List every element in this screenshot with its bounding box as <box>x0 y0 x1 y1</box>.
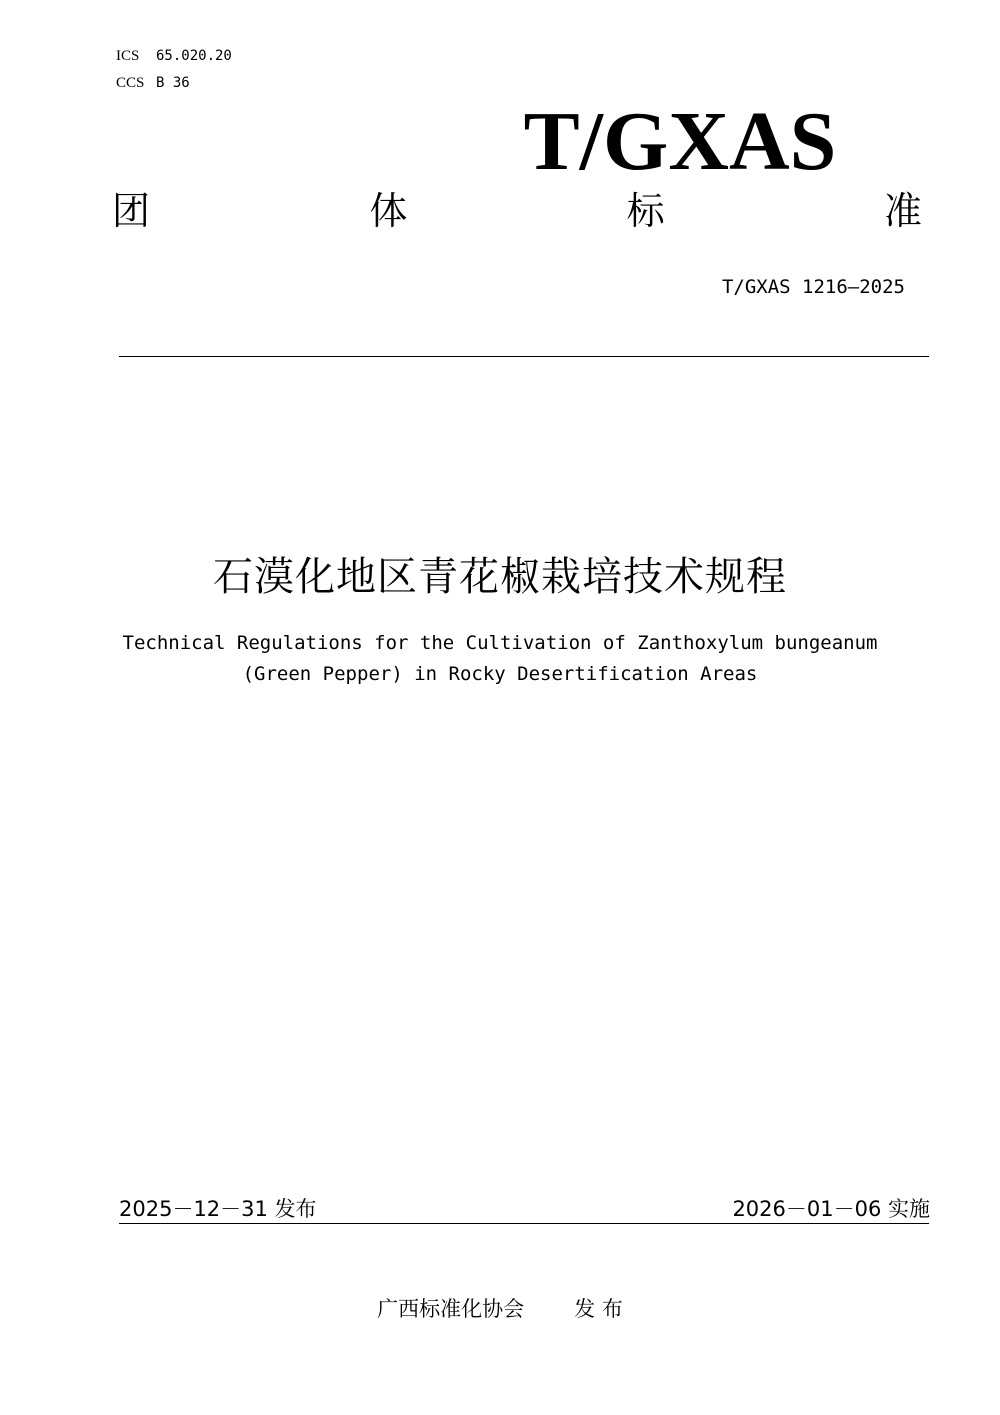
ccs-value: B 36 <box>156 75 190 91</box>
standard-logo: T/GXAS <box>523 95 837 188</box>
title-english-line-2: (Green Pepper) in Rocky Desertification Areas <box>242 663 758 685</box>
standard-type-char: 准 <box>883 189 922 233</box>
publisher-action: 发 布 <box>574 1297 623 1321</box>
ics-value: 65.020.20 <box>156 48 232 64</box>
publisher-line <box>0 1293 1000 1323</box>
standard-type <box>112 189 922 233</box>
title-chinese: 石漠化地区青花椒栽培技术规程 <box>213 554 787 600</box>
ccs-label: CCS <box>116 75 145 91</box>
issue-date: 2025－12－31 发布 <box>119 1197 317 1221</box>
ccs-line <box>116 75 190 92</box>
standard-type-char: 标 <box>626 189 665 233</box>
standard-number: T/GXAS 1216—2025 <box>721 276 905 298</box>
standard-type-char: 团 <box>112 189 151 233</box>
implementation-date: 2026－01－06 实施 <box>732 1197 930 1221</box>
header-divider <box>119 356 929 357</box>
ics-line <box>116 48 232 65</box>
title-english-line-1: Technical Regulations for the Cultivation of Zanthoxylum bungeanum <box>122 632 878 654</box>
footer-divider <box>119 1223 929 1224</box>
publisher-name: 广西标准化协会 <box>377 1297 525 1321</box>
ics-label: ICS <box>116 48 140 64</box>
standard-type-char: 体 <box>369 189 408 233</box>
